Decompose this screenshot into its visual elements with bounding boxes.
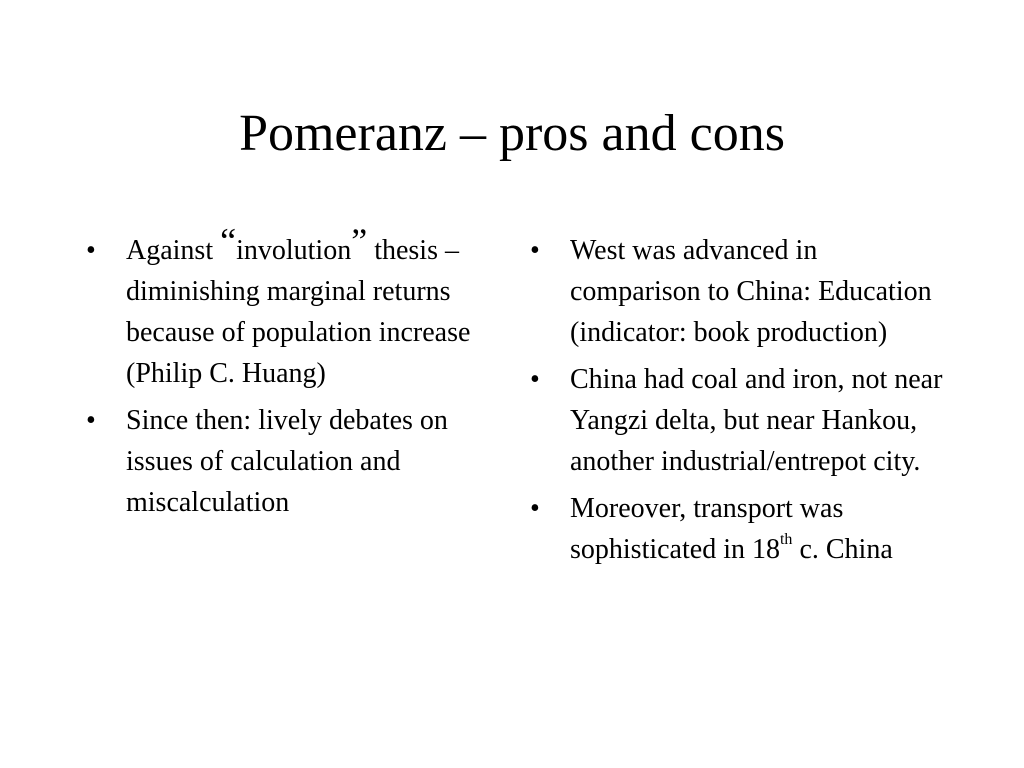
list-item xyxy=(530,488,950,570)
bullet-icon: • xyxy=(530,364,540,395)
slide-title: Pomeranz – pros and cons xyxy=(239,105,785,162)
bullet-icon: • xyxy=(530,235,540,266)
item-text: China had coal and iron, not near Yangzi delta, but near Hankou, another industrial/entrepot city. xyxy=(570,364,943,477)
bullet-icon: • xyxy=(530,493,540,524)
item-text: Since then: lively debates on issues of calculation and miscalculation xyxy=(126,405,448,518)
item-text-prefix: Against xyxy=(126,235,221,266)
item-text-prefix: Moreover, transport was sophisticated in 18 xyxy=(570,493,844,565)
left-bullet-list xyxy=(86,221,486,529)
item-text: West was advanced in comparison to China: Education (indicator: book production) xyxy=(570,235,932,348)
right-bullet-list xyxy=(530,230,950,576)
list-item xyxy=(530,359,950,482)
item-text-suffix: c. China xyxy=(792,534,893,565)
list-item xyxy=(86,221,486,394)
list-item xyxy=(86,400,486,523)
ordinal-superscript: th xyxy=(779,530,793,548)
open-quote: “ xyxy=(220,221,237,261)
bullet-icon: • xyxy=(86,235,96,266)
bullet-icon: • xyxy=(86,405,96,436)
item-text-suffix: thesis – diminishing marginal returns because of population increase (Philip C. Huang) xyxy=(126,235,471,389)
list-item xyxy=(530,230,950,353)
close-quote: ” xyxy=(351,221,368,261)
quoted-term: involution xyxy=(236,235,352,266)
